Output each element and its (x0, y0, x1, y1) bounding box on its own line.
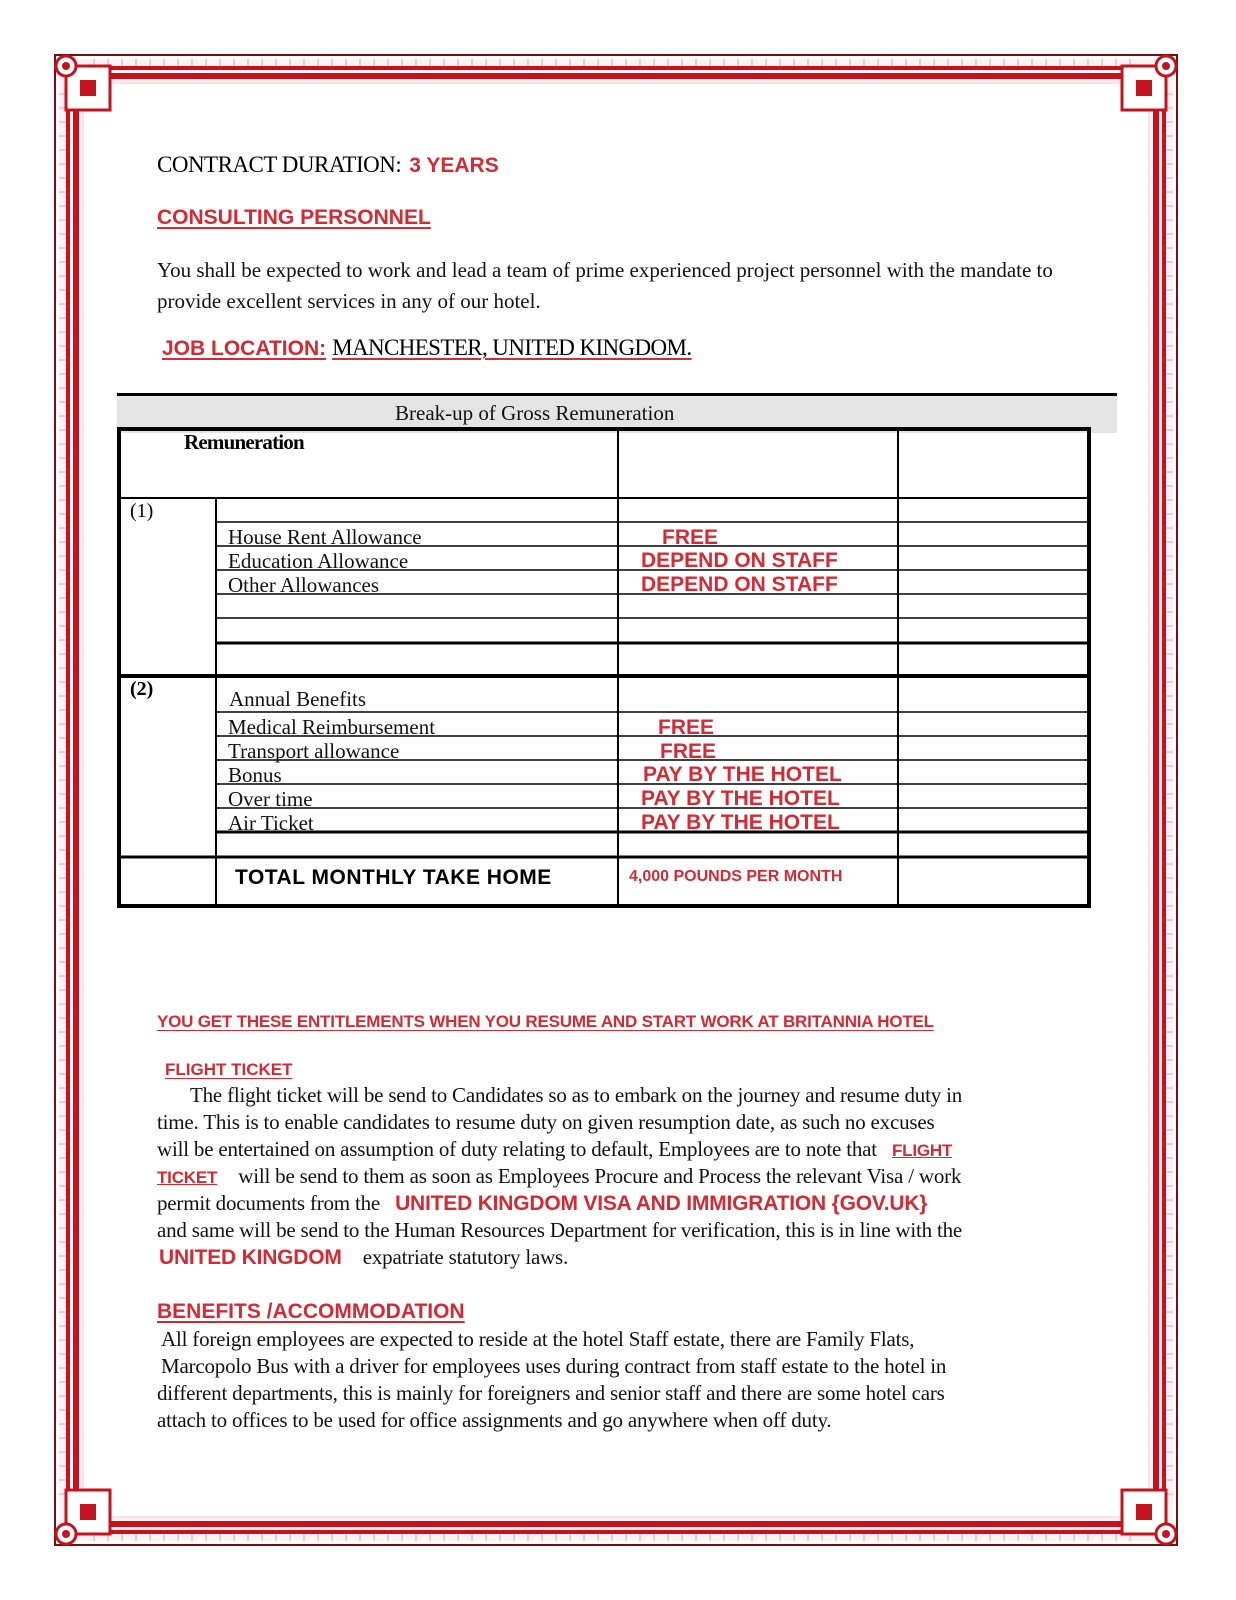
flight-inline-red: FLIGHT (891, 1141, 953, 1160)
flight-text: will be entertained on assumption of duty relating to default, Employees are to note that (157, 1137, 877, 1161)
flight-text-line (157, 1245, 568, 1270)
table-row-value: PAY BY THE HOTEL (641, 811, 840, 834)
flight-text-line: time. This is to enable candidates to resume duty on given resumption date, as such no excuses (157, 1110, 935, 1134)
benefits-text-line: different departments, this is mainly for foreigners and senior staff and there are some hotel cars (157, 1381, 945, 1405)
flight-text: permit documents from the (157, 1191, 381, 1215)
contract-duration-value: 3 YEARS (409, 154, 499, 177)
flight-text-line (157, 1137, 952, 1162)
table-row-label: Medical Reimbursement (228, 715, 436, 739)
section1-marker: (1) (130, 500, 154, 522)
flight-text-line: and same will be send to the Human Resources Department for verification, this is in line with the (157, 1218, 963, 1242)
table-header-remuneration: Remuneration (184, 430, 304, 454)
table-row-label: Education Allowance (228, 549, 409, 573)
benefits-text-line: Marcopolo Bus with a driver for employees uses during contract from staff estate to the hotel in (161, 1354, 947, 1378)
job-location-value: MANCHESTER, UNITED KINGDOM. (332, 335, 692, 360)
table-row-label: Bonus (228, 763, 282, 787)
table-row-value: FREE (660, 740, 717, 760)
table-row-label: Air Ticket (228, 811, 314, 835)
flight-text-line (157, 1191, 927, 1216)
total-value: 4,000 POUNDS PER MONTH (629, 868, 843, 885)
benefits-text-line: attach to offices to be used for office assignments and go anywhere when off duty. (157, 1408, 832, 1432)
consulting-description: You shall be expected to work and lead a team of prime experienced project personnel with the mandate to provide excellent services in any of our hotel. (157, 258, 1053, 313)
benefits-text-line: All foreign employees are expected to reside at the hotel Staff estate, there are Family Flats, (161, 1327, 915, 1351)
table-row-value: DEPEND ON STAFF (641, 573, 838, 596)
visa-authority: UNITED KINGDOM VISA AND IMMIGRATION {GOV.UK} (395, 1192, 928, 1215)
flight-text: will be send to them as soon as Employees Procure and Process the relevant Visa / work (238, 1164, 962, 1188)
table-row-value: FREE (658, 716, 715, 739)
table-row-label: Transport allowance (228, 739, 400, 763)
table-row-label: House Rent Allowance (228, 525, 422, 549)
job-location-label: JOB LOCATION: (162, 337, 327, 360)
table-row-label: Other Allowances (228, 573, 380, 597)
ticket-inline-red: TICKET (157, 1168, 218, 1187)
country-name: UNITED KINGDOM (159, 1246, 342, 1269)
table-row-label: Over time (228, 787, 313, 811)
flight-text-line: The flight ticket will be send to Candidates so as to embark on the journey and resume duty in (190, 1083, 963, 1107)
table-title: Break-up of Gross Remuneration (395, 401, 675, 425)
table-row-value: DEPEND ON STAFF (641, 549, 838, 572)
consulting-personnel-heading: CONSULTING PERSONNEL (157, 206, 431, 229)
table-row-value: PAY BY THE HOTEL (643, 763, 842, 786)
total-label: TOTAL MONTHLY TAKE HOME (235, 866, 552, 889)
entitlements-heading: YOU GET THESE ENTITLEMENTS WHEN YOU RESUME AND START WORK AT BRITANNIA HOTEL (157, 1012, 934, 1031)
contract-duration-label: CONTRACT DURATION: (157, 152, 402, 177)
section2-heading: Annual Benefits (229, 687, 367, 711)
table-row-value: FREE (662, 526, 719, 549)
flight-ticket-heading: FLIGHT TICKET (165, 1060, 293, 1079)
flight-text-line (157, 1164, 961, 1189)
flight-text: expatriate statutory laws. (362, 1245, 569, 1269)
table-row-value: PAY BY THE HOTEL (641, 787, 840, 810)
section2-marker: (2) (130, 678, 154, 700)
benefits-heading: BENEFITS /ACCOMMODATION (157, 1300, 465, 1323)
